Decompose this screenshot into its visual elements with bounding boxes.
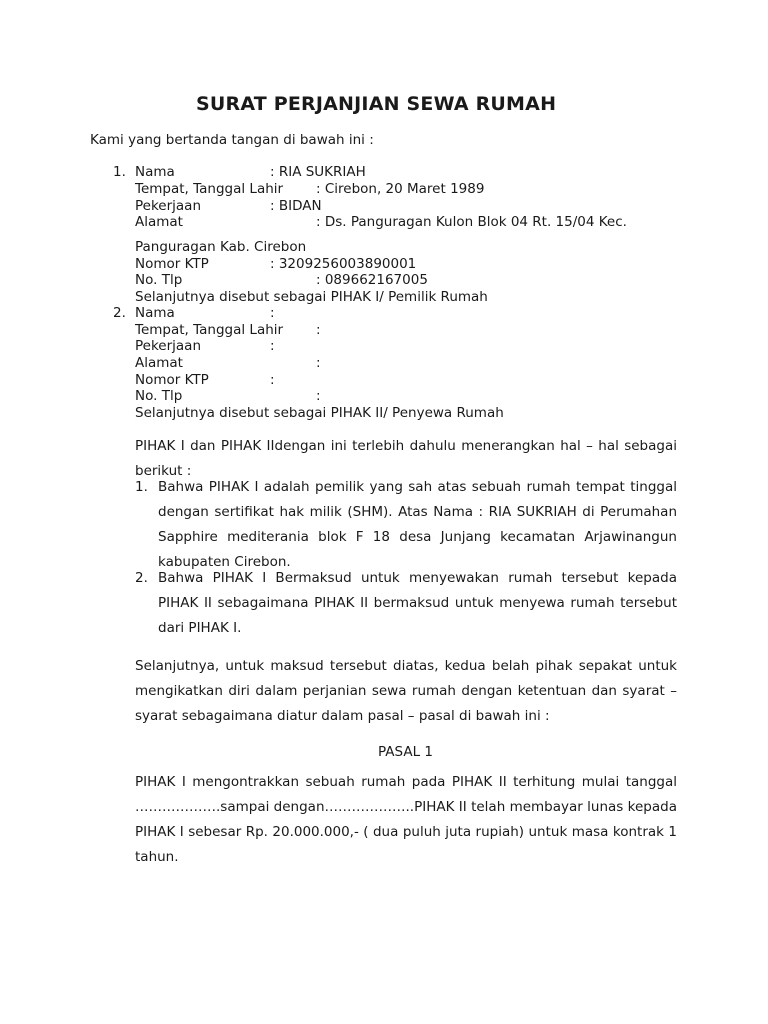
- party-2-nama-value: :: [270, 305, 275, 321]
- party-2-alamat-label: Alamat: [135, 355, 183, 371]
- party-1-ktp-value: : 3209256003890001: [270, 256, 417, 272]
- document-title: SURAT PERJANJIAN SEWA RUMAH: [196, 93, 557, 115]
- party-1-tlp-label: No. Tlp: [135, 272, 183, 288]
- party-1-nama-value: : RIA SUKRIAH: [270, 164, 366, 180]
- pasal-1-paragraph: PIHAK I mengontrakkan sebuah rumah pada PIHAK II terhitung mulai tanggal ……………….sampai dengan………………..PIHAK II telah membayar lunas kepada PIHAK I sebesar Rp. 20.000.000,- ( dua puluh juta rupiah) untuk masa kontrak 1 tahun.: [135, 774, 677, 865]
- statement-1-number: 1.: [135, 479, 148, 495]
- party-2-alamat-value: :: [316, 355, 321, 371]
- agreement-paragraph: Selanjutnya, untuk maksud tersebut diatas, kedua belah pihak sepakat untuk mengikatkan diri dalam perjanian sewa rumah dengan ketentuan dan syarat – syarat sebagaimana diatur dalam pasal – pasal di bawah ini :: [135, 658, 677, 724]
- pasal-1-heading: PASAL 1: [378, 744, 433, 760]
- party-2-ktp-value: :: [270, 372, 275, 388]
- party-2-ttl-label: Tempat, Tanggal Lahir: [135, 322, 284, 338]
- party-2-pekerjaan-value: :: [270, 338, 275, 354]
- party-2-ktp-label: Nomor KTP: [135, 372, 209, 388]
- party-1-number: 1.: [113, 164, 126, 180]
- party-2-tlp-label: No. Tlp: [135, 388, 183, 404]
- preamble-paragraph: PIHAK I dan PIHAK IIdengan ini terlebih dahulu menerangkan hal – hal sebagai berikut :: [135, 438, 677, 479]
- party-1-nama-label: Nama: [135, 164, 175, 180]
- party-2-nama-label: Nama: [135, 305, 175, 321]
- party-1-alamat-value: : Ds. Panguragan Kulon Blok 04 Rt. 15/04 Kec.: [316, 214, 627, 230]
- party-1-ttl-value: : Cirebon, 20 Maret 1989: [316, 181, 485, 197]
- party-2-number: 2.: [113, 305, 126, 321]
- party-2-pekerjaan-label: Pekerjaan: [135, 338, 202, 354]
- party-2-closing: Selanjutnya disebut sebagai PIHAK II/ Penyewa Rumah: [135, 405, 504, 421]
- party-1-ttl-label: Tempat, Tanggal Lahir: [135, 181, 284, 197]
- party-1-alamat-continuation: Panguragan Kab. Cirebon: [135, 239, 307, 255]
- party-1-tlp-value: : 089662167005: [316, 272, 428, 288]
- party-1-pekerjaan-value: : BIDAN: [270, 198, 322, 214]
- party-1-ktp-label: Nomor KTP: [135, 256, 209, 272]
- statement-2-number: 2.: [135, 570, 148, 586]
- party-1-pekerjaan-label: Pekerjaan: [135, 198, 202, 214]
- statement-1-text: Bahwa PIHAK I adalah pemilik yang sah atas sebuah rumah tempat tinggal dengan sertifikat hak milik (SHM). Atas Nama : RIA SUKRIAH di Perumahan Sapphire mediterania blok F 18 desa Junjang kecamatan Arjawinangun kabupaten Cirebon.: [158, 479, 677, 570]
- party-2-ttl-value: :: [316, 322, 321, 338]
- statement-2-text: Bahwa PIHAK I Bermaksud untuk menyewakan rumah tersebut kepada PIHAK II sebagaimana PIHAK II bermaksud untuk menyewa rumah tersebut dari PIHAK I.: [158, 570, 677, 636]
- party-2-tlp-value: :: [316, 388, 321, 404]
- intro-text: Kami yang bertanda tangan di bawah ini :: [90, 132, 374, 148]
- party-1-closing: Selanjutnya disebut sebagai PIHAK I/ Pemilik Rumah: [135, 289, 488, 305]
- party-1-alamat-label: Alamat: [135, 214, 183, 230]
